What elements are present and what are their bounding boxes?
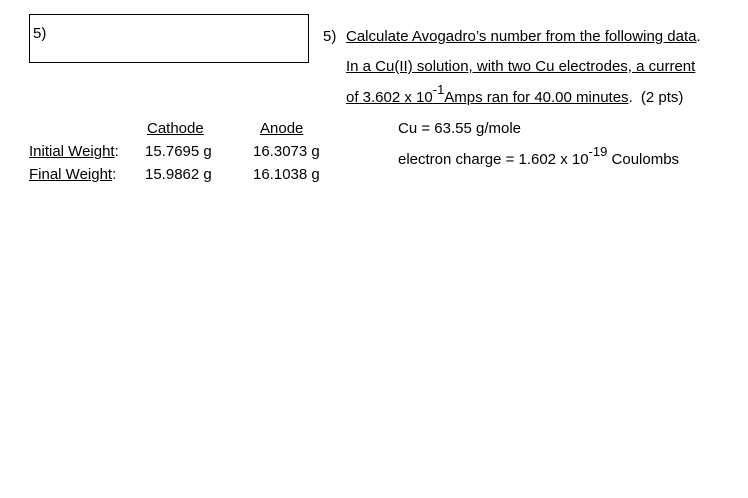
- answer-box[interactable]: [29, 14, 309, 63]
- problem-line-1: [346, 28, 701, 45]
- row-final-label-text: Final Weight: [29, 166, 113, 183]
- problem-line-3-text: [346, 82, 629, 106]
- problem-number: 5): [323, 28, 337, 45]
- problem-line-1-text: Calculate Avogadro’s number from the following data: [346, 28, 697, 45]
- electron-charge-base: electron charge = 1.602 x 10: [398, 151, 589, 168]
- answer-box-label: 5): [33, 25, 47, 42]
- problem-line-3-period: .: [628, 89, 633, 106]
- final-cathode-weight: 15.9862 g: [145, 166, 212, 183]
- problem-line-2: In a Cu(II) solution, with two Cu electrodes, a current: [346, 58, 696, 75]
- cu-molar-mass: Cu = 63.55 g/mole: [398, 120, 521, 137]
- row-initial-label-text: Initial Weight: [29, 143, 115, 160]
- problem-line-1-period: .: [696, 28, 701, 45]
- header-anode: Anode: [260, 120, 304, 137]
- current-exponent: -1: [432, 82, 445, 97]
- row-final-label: [29, 166, 116, 183]
- header-cathode: Cathode: [147, 120, 204, 137]
- problem-line-3: [346, 82, 684, 106]
- current-rest: Amps ran for 40.00 minutes: [444, 89, 629, 106]
- electron-charge-exponent: -19: [588, 144, 608, 159]
- current-base: of 3.602 x 10: [346, 89, 433, 106]
- row-initial-label: [29, 143, 119, 160]
- row-final-colon: :: [112, 166, 117, 183]
- initial-anode-weight: 16.3073 g: [253, 143, 320, 160]
- electron-charge: [398, 144, 680, 168]
- points-label: (2 pts): [640, 89, 684, 106]
- initial-cathode-weight: 15.7695 g: [145, 143, 212, 160]
- row-initial-colon: :: [114, 143, 119, 160]
- electron-charge-unit: Coulombs: [611, 151, 680, 168]
- final-anode-weight: 16.1038 g: [253, 166, 320, 183]
